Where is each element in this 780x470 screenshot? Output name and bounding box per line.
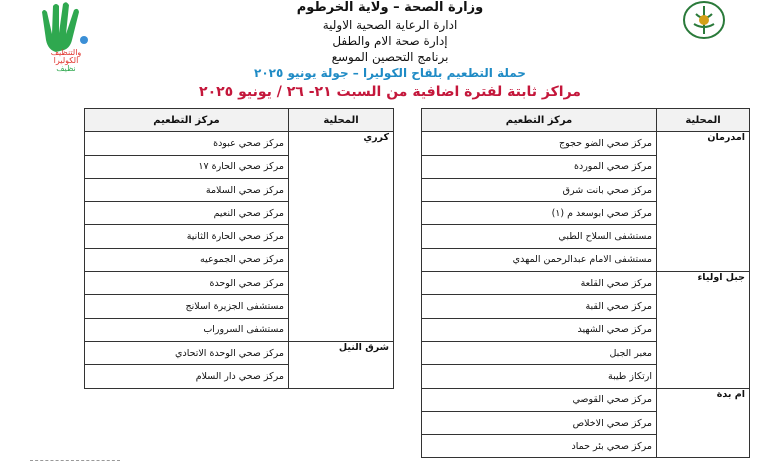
center-cell: مستشفى الامام عبدالرحمن المهدي xyxy=(422,248,657,271)
center-cell: مركز صحي الموردة xyxy=(422,155,657,178)
document-title: مراكز ثابتة لفترة اضافية من السبت ٢١- ٢٦ / يونيو ٢٠٢٥ xyxy=(199,84,581,100)
center-cell: مركز صحي القلعة xyxy=(422,272,657,295)
center-cell: مركز صحي بئر حماد xyxy=(422,435,657,458)
epi-program: برنامج التحصين الموسع xyxy=(331,50,449,64)
locality-cell: ام بدة xyxy=(657,388,750,458)
center-cell: مركز صحي الضو حجوج xyxy=(422,132,657,155)
table-row xyxy=(422,272,750,295)
center-cell: مركز صحي الحارة الثانية xyxy=(85,225,289,248)
center-cell: مستشفى الجزيرة اسلانج xyxy=(85,295,289,318)
center-cell: مركز صحي النعيم xyxy=(85,202,289,225)
center-cell: مركز صحي السلامة xyxy=(85,178,289,201)
logo-text-2: الكوليرا xyxy=(53,56,79,65)
table-row xyxy=(422,388,750,411)
right-schedule-table xyxy=(421,108,750,458)
locality-header: المحلية xyxy=(657,109,750,132)
locality-cell: امدرمان xyxy=(657,132,750,272)
logo-text-3: نظيف xyxy=(56,64,76,73)
left-schedule-table xyxy=(84,108,394,389)
center-cell: مركز صحي دار السلام xyxy=(85,365,289,388)
center-cell: معبر الجبل xyxy=(422,341,657,364)
center-cell: مركز صحي عبودة xyxy=(85,132,289,155)
center-cell: مركز صحي بانت شرق xyxy=(422,178,657,201)
table-row xyxy=(85,341,394,364)
center-cell: مركز صحي ابوسعد م (١) xyxy=(422,202,657,225)
logo-text-1: والتنظيف xyxy=(50,48,82,57)
center-cell: مركز صحي الحارة ١٧ xyxy=(85,155,289,178)
mch-dept: إدارة صحة الام والطفل xyxy=(332,34,448,48)
center-cell: مركز صحي الوحدة الاتحادي xyxy=(85,341,289,364)
campaign-subtitle: حملة التطعيم بلقاح الكوليرا – جولة يونيو ٢٠٢٥ xyxy=(254,66,526,80)
primary-care-dept: ادارة الرعاية الصحية الاولية xyxy=(322,18,458,32)
center-cell: مركز صحي الشهيد xyxy=(422,318,657,341)
locality-cell: جبل اولياء xyxy=(657,272,750,388)
center-cell: مستشفى السلاح الطبي xyxy=(422,225,657,248)
center-header: مركز التطعيم xyxy=(422,109,657,132)
center-cell: مركز صحي الاخلاص xyxy=(422,411,657,434)
locality-cell: شرق النيل xyxy=(289,341,394,388)
center-cell: مستشفى السروراب xyxy=(85,318,289,341)
locality-header: المحلية xyxy=(289,109,394,132)
locality-cell: كرري xyxy=(289,132,394,342)
center-header: مركز التطعيم xyxy=(85,109,289,132)
ministry-name: وزارة الصحة – ولاية الخرطوم xyxy=(296,0,484,15)
table-row xyxy=(85,132,394,155)
footer-divider xyxy=(30,460,120,467)
center-cell: مركز صحي الجموعيه xyxy=(85,248,289,271)
center-cell: مركز صحي القوصي xyxy=(422,388,657,411)
table-row xyxy=(422,132,750,155)
center-cell: مركز صحي الوحدة xyxy=(85,272,289,295)
center-cell: ارتكاز طيبة xyxy=(422,365,657,388)
center-cell: مركز صحي القبة xyxy=(422,295,657,318)
